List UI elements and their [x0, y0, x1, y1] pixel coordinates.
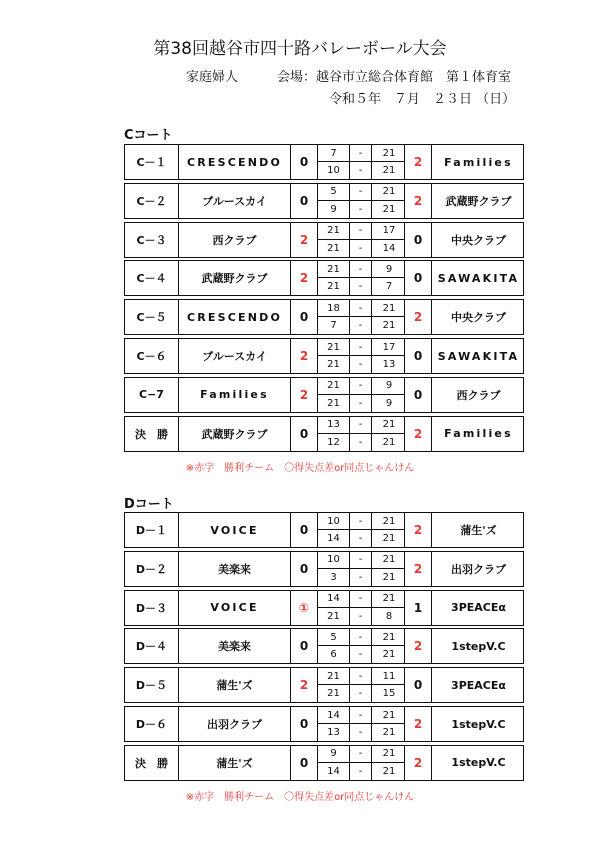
set-scores: [317, 668, 405, 702]
set-score-team1: 5: [318, 184, 350, 200]
team2-sets-won: 1: [413, 600, 423, 615]
team1-sets-won: 0: [299, 561, 309, 576]
team1-sets-won: ①: [298, 600, 310, 615]
set-scores: [317, 552, 405, 586]
team2-name: 武蔵野クラブ: [431, 184, 525, 218]
set-scores: [317, 513, 405, 547]
set-score-team2: 9: [385, 380, 393, 392]
score-dash: -: [350, 724, 372, 741]
match-id: D－３: [125, 591, 179, 625]
match-id: D－２: [125, 552, 179, 586]
match-row: [124, 260, 524, 296]
set-score-team1: 21: [318, 261, 350, 277]
match-row: [124, 667, 524, 703]
set-line: [318, 145, 404, 162]
set-line: [318, 629, 404, 646]
match-id: C−7: [125, 378, 179, 412]
score-dash: -: [350, 317, 372, 334]
set-score-team2: 9: [385, 263, 393, 275]
score-dash: -: [350, 278, 372, 295]
team1-name: Families: [179, 378, 291, 412]
score-dash: -: [350, 356, 372, 373]
set-score-team1: 12: [318, 434, 350, 451]
set-line: [318, 530, 404, 547]
set-score-team1: 14: [318, 530, 350, 547]
set-line: [318, 569, 404, 586]
team2-name: SAWAKITA: [431, 339, 525, 373]
set-score-team1: 21: [318, 378, 350, 394]
team2-sets-won: 2: [413, 523, 423, 537]
set-line: [318, 763, 404, 780]
set-score-team2: 11: [382, 670, 396, 682]
score-dash: -: [350, 145, 372, 161]
team1-sets-won: 0: [299, 639, 309, 654]
venue-label: 会場：越谷市立総合体育館 第１体育室: [277, 70, 512, 85]
score-dash: -: [350, 629, 372, 645]
team1-name: 武蔵野クラブ: [179, 417, 291, 451]
set-score-team2: 17: [382, 225, 396, 237]
set-line: [318, 300, 404, 317]
score-dash: -: [350, 608, 372, 625]
match-id: 決 勝: [125, 746, 179, 780]
team2-sets-won: 2: [413, 193, 423, 208]
team2-name: 出羽クラブ: [431, 552, 525, 586]
team2-sets-won: 2: [413, 310, 423, 325]
team1-name: 出羽クラブ: [179, 707, 291, 741]
set-score-team1: 21: [318, 240, 350, 257]
set-line: [318, 668, 404, 685]
team1-name: CRESCENDO: [179, 300, 291, 334]
team1-sets-won: 0: [299, 717, 309, 731]
score-dash: -: [350, 685, 372, 702]
team2-name: 西クラブ: [431, 378, 525, 412]
team2-name: Families: [431, 145, 525, 179]
set-score-team1: 10: [318, 162, 350, 179]
match-row: [124, 222, 524, 258]
set-score-team1: 7: [318, 317, 350, 334]
team1-sets-won: 0: [299, 193, 309, 208]
score-dash: -: [350, 591, 372, 607]
set-scores: [317, 145, 405, 179]
match-row: [124, 745, 524, 781]
team2-name: 1stepV.C: [431, 746, 525, 780]
set-line: [318, 646, 404, 663]
set-score-team1: 21: [318, 356, 350, 373]
set-score-team1: 21: [318, 223, 350, 239]
set-score-team2: 21: [382, 748, 396, 760]
set-scores: [317, 223, 405, 257]
set-score-team1: 21: [318, 395, 350, 412]
set-score-team2: 21: [382, 571, 396, 583]
team1-sets-won: 2: [299, 349, 309, 363]
set-line: [318, 184, 404, 201]
team2-name: SAWAKITA: [431, 261, 525, 295]
set-line: [318, 724, 404, 741]
score-dash: -: [350, 378, 372, 394]
team2-sets-won: 0: [413, 271, 423, 286]
score-dash: -: [350, 201, 372, 218]
set-scores: [317, 629, 405, 663]
score-dash: -: [350, 707, 372, 723]
set-line: [318, 356, 404, 373]
set-score-team1: 9: [318, 746, 350, 762]
set-score-team1: 21: [318, 685, 350, 702]
score-dash: -: [350, 434, 372, 451]
set-line: [318, 317, 404, 334]
page-title: 第38回越谷市四十路バレーボール大会: [153, 39, 447, 59]
set-line: [318, 591, 404, 608]
set-score-team2: 13: [382, 359, 396, 370]
score-dash: -: [350, 569, 372, 586]
team2-sets-won: 2: [413, 426, 423, 441]
team1-sets-won: 0: [299, 426, 309, 441]
team1-name: 武蔵野クラブ: [179, 261, 291, 295]
match-id: D－１: [125, 513, 179, 547]
score-dash: -: [350, 261, 372, 277]
set-score-team1: 7: [318, 145, 350, 161]
set-scores: [317, 591, 405, 625]
team1-sets-won: 2: [299, 387, 309, 402]
set-score-team1: 6: [318, 646, 350, 663]
score-dash: -: [350, 668, 372, 684]
set-score-team2: 21: [382, 165, 396, 176]
set-score-team1: 14: [318, 763, 350, 780]
match-row: [124, 512, 524, 548]
score-dash: -: [350, 513, 372, 529]
set-score-team1: 18: [318, 300, 350, 316]
set-score-team2: 21: [382, 765, 396, 777]
team2-name: 蒲生'ズ: [431, 513, 525, 547]
set-line: [318, 552, 404, 569]
team2-sets-won: 2: [413, 155, 423, 169]
set-score-team2: 7: [385, 281, 393, 293]
team1-name: 蒲生'ズ: [179, 668, 291, 702]
team1-name: 蒲生'ズ: [179, 746, 291, 780]
match-row: [124, 338, 524, 374]
set-score-team1: 14: [318, 591, 350, 607]
score-dash: -: [350, 530, 372, 547]
team2-name: 中央クラブ: [431, 223, 525, 257]
match-id: D－４: [125, 629, 179, 663]
set-scores: [317, 707, 405, 741]
match-id: D－５: [125, 668, 179, 702]
set-scores: [317, 339, 405, 373]
set-score-team1: 21: [318, 339, 350, 355]
set-line: [318, 162, 404, 179]
set-score-team1: 14: [318, 707, 350, 723]
team2-name: 3PEACEα: [431, 591, 525, 625]
category-label: 家庭婦人: [186, 70, 239, 85]
team1-sets-won: 0: [299, 523, 309, 537]
set-score-team2: 14: [382, 242, 396, 254]
team2-sets-won: 0: [413, 387, 423, 402]
set-line: [318, 608, 404, 625]
set-line: [318, 513, 404, 530]
team1-name: CRESCENDO: [179, 145, 291, 179]
set-line: [318, 395, 404, 412]
team1-sets-won: 0: [299, 755, 309, 770]
team1-name: 美楽来: [179, 552, 291, 586]
match-row: [124, 299, 524, 335]
set-line: [318, 261, 404, 278]
team2-sets-won: 0: [413, 349, 423, 363]
set-score-team2: 9: [385, 397, 393, 409]
set-scores: [317, 184, 405, 218]
match-id: C－４: [125, 261, 179, 295]
score-dash: -: [350, 339, 372, 355]
team1-name: VOICE: [179, 513, 291, 547]
set-scores: [317, 417, 405, 451]
score-dash: -: [350, 746, 372, 762]
set-score-team1: 9: [318, 201, 350, 218]
set-score-team2: 17: [382, 341, 396, 353]
team1-sets-won: 2: [299, 271, 309, 286]
set-score-team2: 21: [382, 593, 396, 605]
team1-sets-won: 2: [299, 678, 309, 693]
match-id: C－５: [125, 300, 179, 334]
team2-name: 3PEACEα: [431, 668, 525, 702]
set-score-team1: 21: [318, 608, 350, 625]
court-d-heading: Dコート: [124, 497, 174, 512]
team1-name: VOICE: [179, 591, 291, 625]
team1-name: ブルースカイ: [179, 339, 291, 373]
set-score-team2: 21: [382, 533, 396, 544]
set-score-team2: 21: [382, 302, 396, 314]
score-dash: -: [350, 162, 372, 179]
match-row: [124, 706, 524, 742]
score-dash: -: [350, 417, 372, 433]
set-scores: [317, 300, 405, 334]
set-line: [318, 378, 404, 395]
match-row: [124, 377, 524, 413]
set-line: [318, 240, 404, 257]
match-id: C－３: [125, 223, 179, 257]
set-score-team2: 21: [382, 554, 396, 566]
score-dash: -: [350, 240, 372, 257]
set-line: [318, 434, 404, 451]
set-score-team2: 21: [382, 709, 396, 721]
match-row: [124, 628, 524, 664]
set-score-team2: 21: [382, 631, 396, 643]
team2-name: 1stepV.C: [431, 629, 525, 663]
set-score-team2: 21: [382, 649, 396, 661]
team1-sets-won: 2: [299, 232, 309, 247]
match-id: D－６: [125, 707, 179, 741]
team2-name: Families: [431, 417, 525, 451]
set-score-team2: 21: [382, 419, 396, 431]
event-date: 令和５年 ７月 ２３日 （日）: [329, 92, 516, 107]
set-scores: [317, 378, 405, 412]
set-score-team1: 10: [318, 513, 350, 529]
set-score-team2: 21: [382, 186, 396, 198]
set-score-team2: 21: [382, 320, 396, 332]
set-line: [318, 339, 404, 356]
team1-name: ブルースカイ: [179, 184, 291, 218]
set-score-team1: 3: [318, 569, 350, 586]
team2-name: 中央クラブ: [431, 300, 525, 334]
team2-sets-won: 2: [413, 561, 423, 576]
set-score-team2: 21: [382, 515, 396, 527]
match-row: [124, 183, 524, 219]
team1-name: 美楽来: [179, 629, 291, 663]
team2-sets-won: 2: [413, 639, 423, 654]
team2-sets-won: 2: [413, 755, 423, 770]
match-row: [124, 551, 524, 587]
score-dash: -: [350, 184, 372, 200]
team1-name: 西クラブ: [179, 223, 291, 257]
set-line: [318, 201, 404, 218]
team2-name: 1stepV.C: [431, 707, 525, 741]
set-scores: [317, 746, 405, 780]
team2-sets-won: 0: [413, 678, 423, 693]
match-row: [124, 144, 524, 180]
score-dash: -: [350, 646, 372, 663]
match-id: C－６: [125, 339, 179, 373]
score-dash: -: [350, 300, 372, 316]
set-score-team2: 8: [385, 610, 393, 622]
set-score-team2: 21: [382, 147, 396, 159]
set-score-team2: 21: [382, 203, 396, 215]
set-score-team1: 5: [318, 629, 350, 645]
set-line: [318, 223, 404, 240]
team2-sets-won: 0: [413, 232, 423, 247]
set-line: [318, 685, 404, 702]
set-line: [318, 707, 404, 724]
set-line: [318, 417, 404, 434]
match-id: 決 勝: [125, 417, 179, 451]
match-row: [124, 416, 524, 452]
match-id: C－１: [125, 145, 179, 179]
set-score-team1: 10: [318, 552, 350, 568]
score-dash: -: [350, 395, 372, 412]
court-c-heading: Cコート: [124, 128, 173, 143]
set-score-team1: 21: [318, 668, 350, 684]
team1-sets-won: 0: [299, 155, 309, 169]
match-row: [124, 590, 524, 626]
score-dash: -: [350, 763, 372, 780]
team2-sets-won: 2: [413, 717, 423, 731]
team1-sets-won: 0: [299, 310, 309, 325]
set-score-team1: 21: [318, 278, 350, 295]
set-score-team2: 21: [382, 727, 396, 738]
set-score-team1: 13: [318, 417, 350, 433]
set-score-team2: 15: [382, 688, 396, 700]
set-line: [318, 746, 404, 763]
set-line: [318, 278, 404, 295]
court-c-note: ※赤字 勝利チーム 〇得失点差or同点じゃんけん: [185, 463, 415, 474]
set-score-team2: 21: [382, 436, 396, 448]
category-venue-line: [186, 66, 511, 85]
score-dash: -: [350, 223, 372, 239]
score-dash: -: [350, 552, 372, 568]
match-id: C－２: [125, 184, 179, 218]
set-scores: [317, 261, 405, 295]
court-d-note: ※赤字 勝利チーム 〇得失点差or同点じゃんけん: [185, 792, 415, 803]
set-score-team1: 13: [318, 724, 350, 741]
